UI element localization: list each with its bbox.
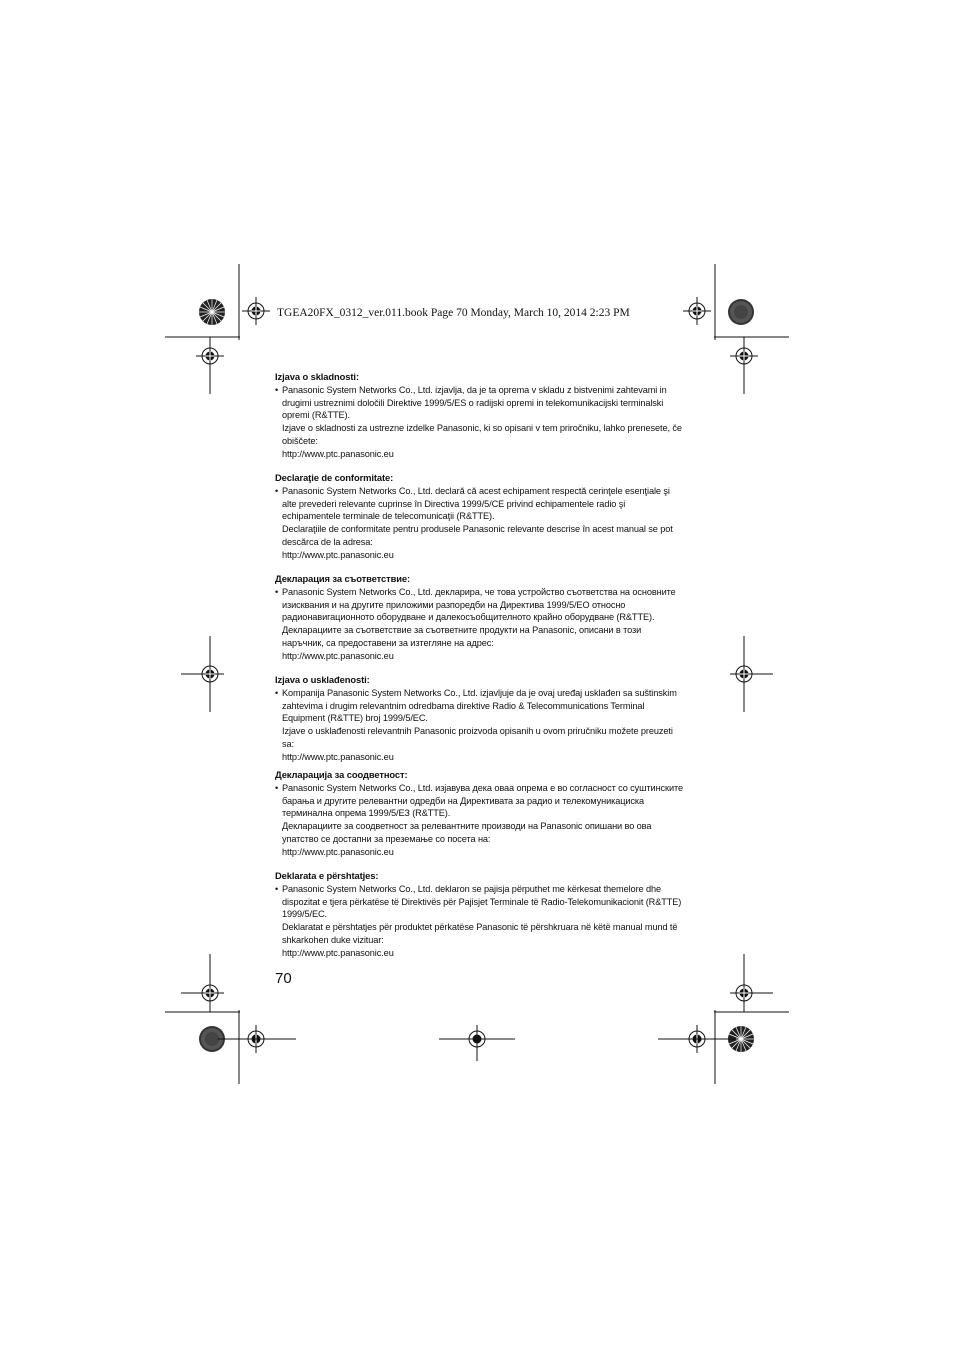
section-macedonian xyxy=(275,769,685,870)
bullet-icon: • xyxy=(275,883,279,894)
download-note: Izjave o usklađenosti relevantnih Panasonic proizvoda opisanih u ovom priručniku možete preuzeti sa: xyxy=(282,726,673,749)
section-title: Izjava o usklađenosti: xyxy=(275,674,370,685)
section-title: Declaraţie de conformitate: xyxy=(275,472,394,483)
download-url: http://www.ptc.panasonic.eu xyxy=(282,751,394,762)
bullet-icon: • xyxy=(275,485,279,496)
bullet-text: Panasonic System Networks Co., Ltd. декларира, че това устройство съответства на основните изисквания и на другите приложими разпоредби на Директива 1999/5/ЕО относно радионавигационното оборудване и далекосъобщителното крайно оборудване (R&TTE). xyxy=(282,586,676,623)
page-content xyxy=(275,371,685,960)
download-url: http://www.ptc.panasonic.eu xyxy=(282,846,394,857)
bullet-paragraph xyxy=(275,883,685,921)
download-url: http://www.ptc.panasonic.eu xyxy=(282,947,394,958)
book-info-header: TGEA20FX_0312_ver.011.book Page 70 Monday, March 10, 2014 2:23 PM xyxy=(277,307,630,319)
bullet-icon: • xyxy=(275,586,279,597)
bullet-text: Panasonic System Networks Co., Ltd. izjavlja, da je ta oprema v skladu z bistvenimi zahtevami in drugimi ustreznimi določili Direktive 1999/5/ES o radijski opremi in telekomunikacijski terminalski opremi (R&TTE). xyxy=(282,384,667,421)
bullet-text: Panasonic System Networks Co., Ltd. deklaron se pajisja përputhet me kërkesat themelore dhe dispozitat e tjera përkatëse të Direktivës për Pajisjet Terminale të Radio-Telekomunikacionit (R&TTE) 1999/5/EC. xyxy=(282,883,682,920)
bullet-icon: • xyxy=(275,687,279,698)
section-bulgarian xyxy=(275,573,685,674)
bullet-paragraph xyxy=(275,687,685,725)
page-number: 70 xyxy=(275,970,292,987)
section-romanian xyxy=(275,472,685,573)
download-url: http://www.ptc.panasonic.eu xyxy=(282,448,394,459)
download-url: http://www.ptc.panasonic.eu xyxy=(282,549,394,560)
bullet-paragraph xyxy=(275,782,685,820)
bullet-icon: • xyxy=(275,782,279,793)
bullet-paragraph xyxy=(275,586,685,624)
section-serbian xyxy=(275,674,685,769)
bullet-text: Panasonic System Networks Co., Ltd. изјавува дека оваа опрема е во согласност со суштинските барања и другите релевантни одредби на Директивата за радио и телекомуникациска терминална опрема 1999/5/ЕЗ (R&TTE). xyxy=(282,782,684,819)
bullet-text: Panasonic System Networks Co., Ltd. declară că acest echipament respectă cerinţele esenţiale şi alte prevederi relevante cuprinse în Directiva 1999/5/CE privind echipamentele radio şi echipamentele terminale de telecomunicaţii (R&TTE). xyxy=(282,485,670,522)
download-url: http://www.ptc.panasonic.eu xyxy=(282,650,394,661)
bullet-icon: • xyxy=(275,384,279,395)
download-note: Декларациите за соодветност за релевантните производи на Panasonic опишани во ова упатство се достапни за преземање со посета на: xyxy=(282,821,652,844)
section-title: Декларация за съответствие: xyxy=(275,573,411,584)
section-title: Декларација за соодветност: xyxy=(275,769,408,780)
section-title: Izjava o skladnosti: xyxy=(275,371,359,382)
section-albanian xyxy=(275,870,685,960)
bullet-paragraph xyxy=(275,384,685,422)
section-title: Deklarata e përshtatjes: xyxy=(275,870,379,881)
bullet-paragraph xyxy=(275,485,685,523)
section-slovenian xyxy=(275,371,685,472)
download-note: Deklaratat e përshtatjes për produktet përkatëse Panasonic të përshkruara në këtë manual mund të shkarkohen duke vizituar: xyxy=(282,922,678,945)
download-note: Декларациите за съответствие за съответните продукти на Panasonic, описани в този наръчник, са предоставени за изтегляне на адрес: xyxy=(282,625,642,648)
download-note: Izjave o skladnosti za ustrezne izdelke Panasonic, ki so opisani v tem priročniku, lahko prenesete, če obiščete: xyxy=(282,423,682,446)
download-note: Declaraţiile de conformitate pentru produsele Panasonic relevante descrise în acest manual se pot descărca de la adresa: xyxy=(282,524,673,547)
bullet-text: Kompanija Panasonic System Networks Co., Ltd. izjavljuje da je ovaj uređaj usklađen sa suštinskim zahtevima i drugim relevantnim odredbama direktive Radio & Telecommunications Terminal Equipment (R&TTE) broj 1999/5/EC. xyxy=(282,687,677,724)
